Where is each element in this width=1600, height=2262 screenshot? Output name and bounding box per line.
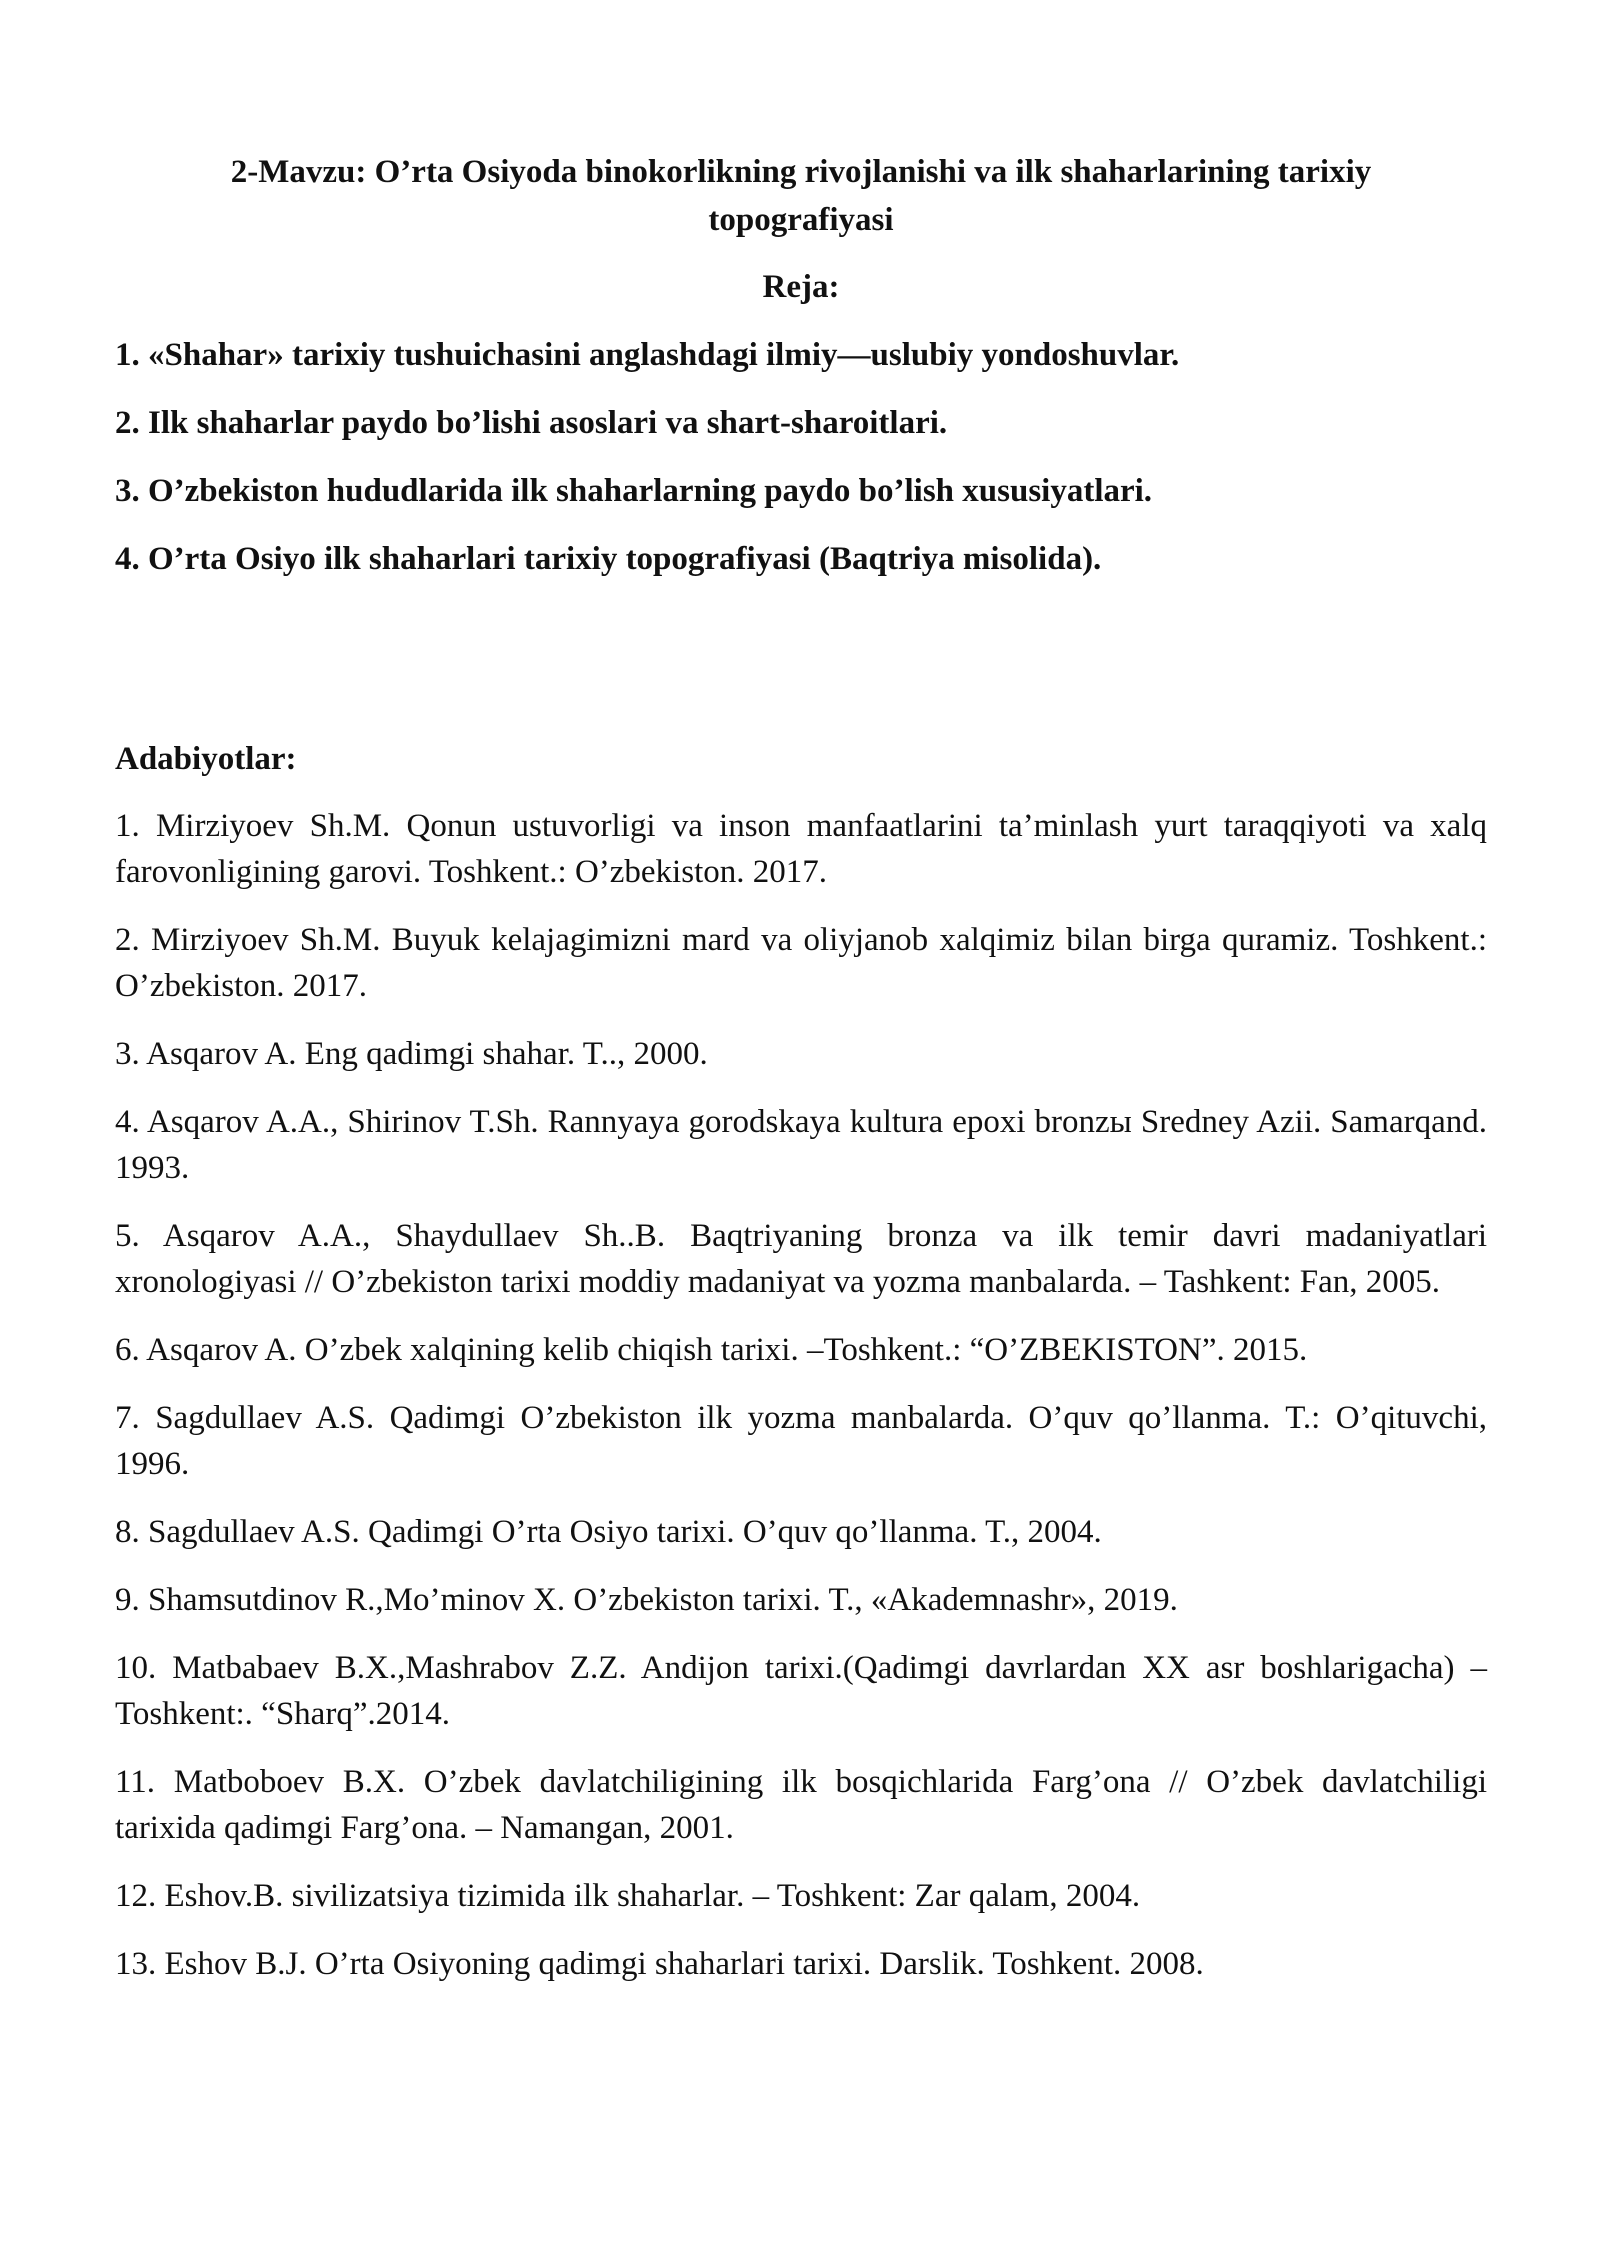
reference-item: 4. Asqarov A.A., Shirinov T.Sh. Rannyaya gorodskaya kultura epoxi bronzы Sredney Azii. Samarqand. 1993. bbox=[115, 1104, 1487, 1186]
document-title: 2-Mavzu: O’rta Osiyoda binokorlikning rivojlanishi va ilk shaharlarining tarixiy topografiyasi bbox=[230, 154, 1372, 238]
reference-item: 11. Matboboev B.X. O’zbek davlatchiligining ilk bosqichlarida Farg’ona // O’zbek davlatchiligi tarixida qadimgi Farg’ona. – Namangan, 2001. bbox=[115, 1764, 1487, 1846]
reference-item: 7. Sagdullaev A.S. Qadimgi O’zbekiston ilk yozma manbalarda. O’quv qo’llanma. T.: O’qituvchi, 1996. bbox=[115, 1400, 1487, 1482]
plan-item: 2. Ilk shaharlar paydo bo’lishi asoslari va shart-sharoitlari. bbox=[115, 405, 948, 441]
reference-item: 2. Mirziyoev Sh.M. Buyuk kelajagimizni mard va oliyjanob xalqimiz bilan birga quramiz. Toshkent.: O’zbekiston. 2017. bbox=[115, 922, 1487, 1004]
reference-item: 10. Matbabaev B.X.,Mashrabov Z.Z. Andijon tarixi.(Qadimgi davrlardan XX asr boshlarigacha) – Toshkent:. “Sharq”.2014. bbox=[115, 1650, 1487, 1732]
reference-item: 12. Eshov.B. sivilizatsiya tizimida ilk shaharlar. – Toshkent: Zar qalam, 2004. bbox=[115, 1878, 1141, 1914]
reference-item: 3. Asqarov A. Eng qadimgi shahar. T.., 2000. bbox=[115, 1036, 708, 1072]
reference-item: 13. Eshov B.J. O’rta Osiyoning qadimgi shaharlari tarixi. Darslik. Toshkent. 2008. bbox=[115, 1946, 1204, 1982]
reference-list bbox=[115, 803, 1487, 1987]
plan-heading: Reja: bbox=[762, 269, 840, 305]
plan-list bbox=[115, 331, 1487, 583]
plan-item: 4. O’rta Osiyo ilk shaharlari tarixiy topografiyasi (Baqtriya misolida). bbox=[115, 541, 1102, 577]
document-body bbox=[115, 148, 1487, 2009]
plan-item: 1. «Shahar» tarixiy tushuichasini anglashdagi ilmiy—uslubiy yondoshuvlar. bbox=[115, 337, 1180, 373]
reference-item: 1. Mirziyoev Sh.M. Qonun ustuvorligi va inson manfaatlarini ta’minlash yurt taraqqiyoti va xalq farovonligining garovi. Toshkent.: O’zbekiston. 2017. bbox=[115, 808, 1487, 890]
reference-item: 5. Asqarov A.A., Shaydullaev Sh..B. Baqtriyaning bronza va ilk temir davri madaniyatlari xronologiyasi // O’zbekiston tarixi moddiy madaniyat va yozma manbalarda. – Tashkent: Fan, 2005. bbox=[115, 1218, 1487, 1300]
reference-item: 9. Shamsutdinov R.,Mo’minov X. O’zbekiston tarixi. T., «Akademnashr», 2019. bbox=[115, 1582, 1178, 1618]
plan-item: 3. O’zbekiston hududlarida ilk shaharlarning paydo bo’lish xususiyatlari. bbox=[115, 473, 1153, 509]
reference-item: 8. Sagdullaev A.S. Qadimgi O’rta Osiyo tarixi. O’quv qo’llanma. T., 2004. bbox=[115, 1514, 1102, 1550]
reference-item: 6. Asqarov A. O’zbek xalqining kelib chiqish tarixi. –Toshkent.: “O’ZBEKISTON”. 2015. bbox=[115, 1332, 1308, 1368]
literature-heading: Adabiyotlar: bbox=[115, 741, 297, 777]
